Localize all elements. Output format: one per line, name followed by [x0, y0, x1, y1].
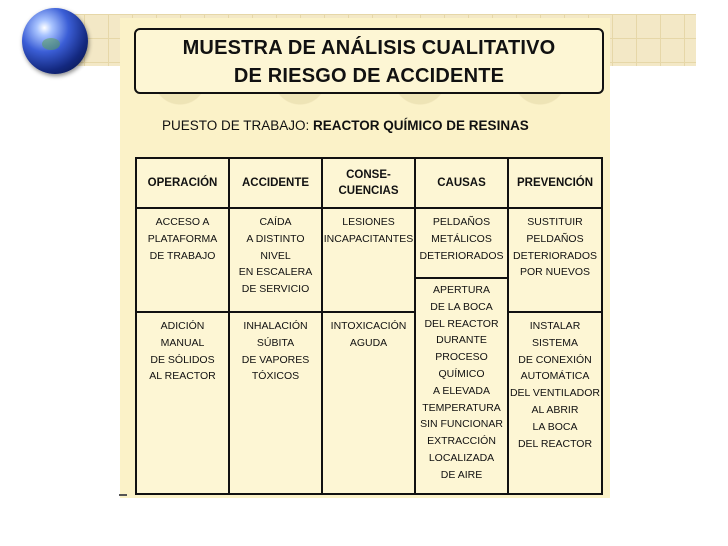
cell-operacion-1 — [136, 208, 229, 312]
cell-text: SÚBITA — [256, 336, 295, 349]
header-accidente — [229, 158, 322, 208]
cell-text: AGUDA — [349, 336, 388, 349]
header-causas — [415, 158, 508, 208]
cell-text: SIN FUNCIONAR — [420, 418, 503, 431]
slide-title-line-1: MUESTRA DE ANÁLISIS CUALITATIVO — [182, 37, 556, 59]
cell-text: INHALACIÓN — [243, 320, 308, 332]
cell-text: PELDAÑOS — [432, 216, 491, 228]
cell-text: INTOXICACIÓN — [330, 320, 407, 332]
cell-text: AL ABRIR — [531, 403, 579, 416]
cell-text: AL REACTOR — [149, 370, 216, 383]
cell-text: DETERIORADOS — [512, 249, 597, 262]
cell-text: INSTALAR — [529, 320, 581, 332]
header-text: PREVENCIÓN — [516, 177, 594, 189]
cell-text: NIVEL — [260, 249, 291, 262]
cell-consecuencias-2 — [322, 312, 415, 494]
cell-text: PROCESO — [435, 351, 488, 364]
cell-text: MANUAL — [160, 336, 205, 349]
table-row — [136, 312, 602, 494]
cell-text: DE TRABAJO — [149, 249, 216, 262]
slide-title-line-2: DE RIESGO DE ACCIDENTE — [233, 65, 505, 87]
cell-text: EXTRACCIÓN — [427, 435, 496, 448]
cell-text: DE LA BOCA — [430, 300, 493, 313]
header-text: CONSE- — [346, 169, 391, 181]
globe-icon — [22, 8, 88, 74]
cell-text: DEL REACTOR — [424, 317, 499, 330]
cell-text: DE VAPORES — [241, 353, 310, 366]
cell-text: EN ESCALERA — [238, 266, 313, 279]
cell-prevencion-1 — [508, 208, 602, 312]
workplace-label: PUESTO DE TRABAJO: — [162, 118, 314, 133]
cell-text: DURANTE — [436, 334, 487, 347]
cell-text: LA BOCA — [532, 420, 578, 433]
cell-text: AUTOMÁTICA — [520, 370, 590, 383]
cell-accidente-2 — [229, 312, 322, 494]
cell-text: ACCESO A — [155, 216, 210, 228]
cell-text: PLATAFORMA — [147, 232, 218, 245]
cell-text: POR NUEVOS — [519, 266, 590, 279]
cell-prevencion-2 — [508, 312, 602, 494]
cell-text: TEMPERATURA — [422, 401, 501, 414]
cell-consecuencias-1 — [322, 208, 415, 312]
cell-operacion-2 — [136, 312, 229, 494]
cell-text: LOCALIZADA — [428, 451, 495, 464]
cell-text: ADICIÓN — [160, 320, 205, 332]
cell-text: DE SERVICIO — [241, 283, 310, 296]
cell-text: SISTEMA — [531, 336, 579, 349]
header-text: OPERACIÓN — [147, 177, 218, 189]
cell-text: A ELEVADA — [432, 384, 490, 397]
risk-analysis-table — [135, 157, 603, 495]
cell-accidente-1 — [229, 208, 322, 312]
cell-text: SUSTITUIR — [527, 216, 583, 228]
workplace-line — [162, 118, 529, 133]
header-operacion — [136, 158, 229, 208]
cell-text: QUÍMICO — [438, 367, 485, 380]
cell-text: DETERIORADOS — [419, 249, 504, 262]
cell-text: DE SÓLIDOS — [150, 353, 215, 366]
cell-text: DE AIRE — [440, 468, 483, 481]
cell-text: A DISTINTO — [246, 232, 305, 245]
slide-title-box — [134, 28, 604, 94]
header-prevencion — [508, 158, 602, 208]
header-text: ACCIDENTE — [241, 177, 310, 189]
cell-text: INCAPACITANTES — [323, 232, 414, 245]
workplace-value: REACTOR QUÍMICO DE RESINAS — [313, 118, 529, 133]
cell-text: DEL VENTILADOR — [509, 387, 601, 400]
header-text: CUENCIAS — [338, 185, 399, 197]
cell-text: LESIONES — [342, 216, 395, 228]
cell-text: CAÍDA — [259, 216, 292, 228]
cell-causas-1 — [415, 208, 508, 278]
header-consecuencias — [322, 158, 415, 208]
cell-text: APERTURA — [433, 284, 490, 296]
cell-text: PELDAÑOS — [526, 232, 584, 245]
header-text: CAUSAS — [437, 177, 486, 189]
cell-text: METÁLICOS — [431, 232, 492, 245]
decorative-stub — [119, 494, 127, 501]
cell-text: DE CONEXIÓN — [518, 353, 592, 366]
cell-text: DEL REACTOR — [517, 437, 593, 450]
table-header-row — [136, 158, 602, 208]
cell-text: TÓXICOS — [251, 370, 300, 383]
table-row — [136, 208, 602, 278]
cell-causas-2 — [415, 278, 508, 494]
